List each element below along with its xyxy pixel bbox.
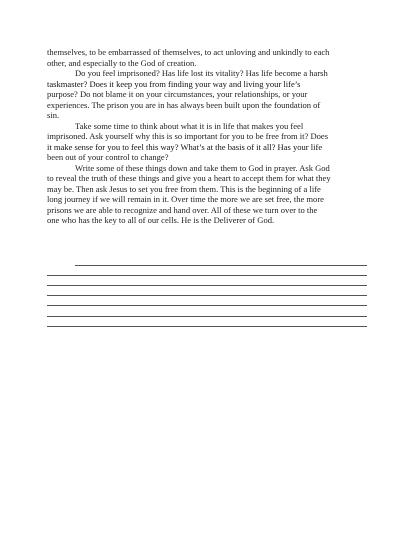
text-line: may be. Then ask Jesus to set you free from them. This is the beginning of a life (47, 183, 321, 194)
text-line: one who has the key to all of our cells. He is the Deliverer of God. (47, 215, 275, 225)
text-line: purpose? Do not blame it on your circumstances, your relationships, or your (47, 89, 308, 99)
text-line: Do you feel imprisoned? Has life lost its vitality? Has life become a harsh (75, 68, 328, 78)
text-line: long journey if we will remain in it. Over time the more we are set free, the more (47, 194, 324, 204)
text-line: taskmaster? Does it keep you from finding your way and living your life’s (47, 78, 301, 89)
text-line: imprisoned. Ask yourself why this is so important for you to be free from it? Does (47, 131, 329, 141)
writing-line[interactable] (47, 286, 367, 296)
text-line: Write some of these things down and take them to God in prayer. Ask God (75, 162, 330, 173)
body-text (47, 47, 373, 226)
text-line: experiences. The prison you are in has always been built upon the foundation of (47, 99, 321, 110)
paragraph-4 (47, 163, 373, 226)
text-line: sin. (47, 110, 60, 120)
text-line: it make sense for you to feel this way? What’s at the basis of it all? Has your life (47, 141, 323, 152)
writing-line[interactable] (47, 317, 367, 327)
text-line: other, and especially to the God of creation. (47, 57, 197, 68)
paragraph-3 (47, 121, 373, 163)
writing-line[interactable] (47, 296, 367, 306)
text-line: been out of your control to change? (47, 152, 169, 162)
writing-line[interactable] (75, 256, 367, 266)
paragraph-2 (47, 68, 373, 121)
text-line: Take some time to think about what it is in life that makes you feel (75, 120, 304, 131)
writing-line[interactable] (47, 266, 367, 276)
writing-line[interactable] (47, 276, 367, 286)
writing-line[interactable] (47, 306, 367, 316)
text-line: to reveal the truth of these things and give you a heart to accept them for what they (47, 173, 331, 183)
text-line: themselves, to be embarrassed of themselves, to act unloving and unkindly to each (47, 47, 330, 57)
text-line: prisons we are able to recognize and hand over. All of these we turn over to the (47, 204, 318, 215)
paragraph-1 (47, 47, 373, 68)
writing-lines (47, 256, 367, 327)
